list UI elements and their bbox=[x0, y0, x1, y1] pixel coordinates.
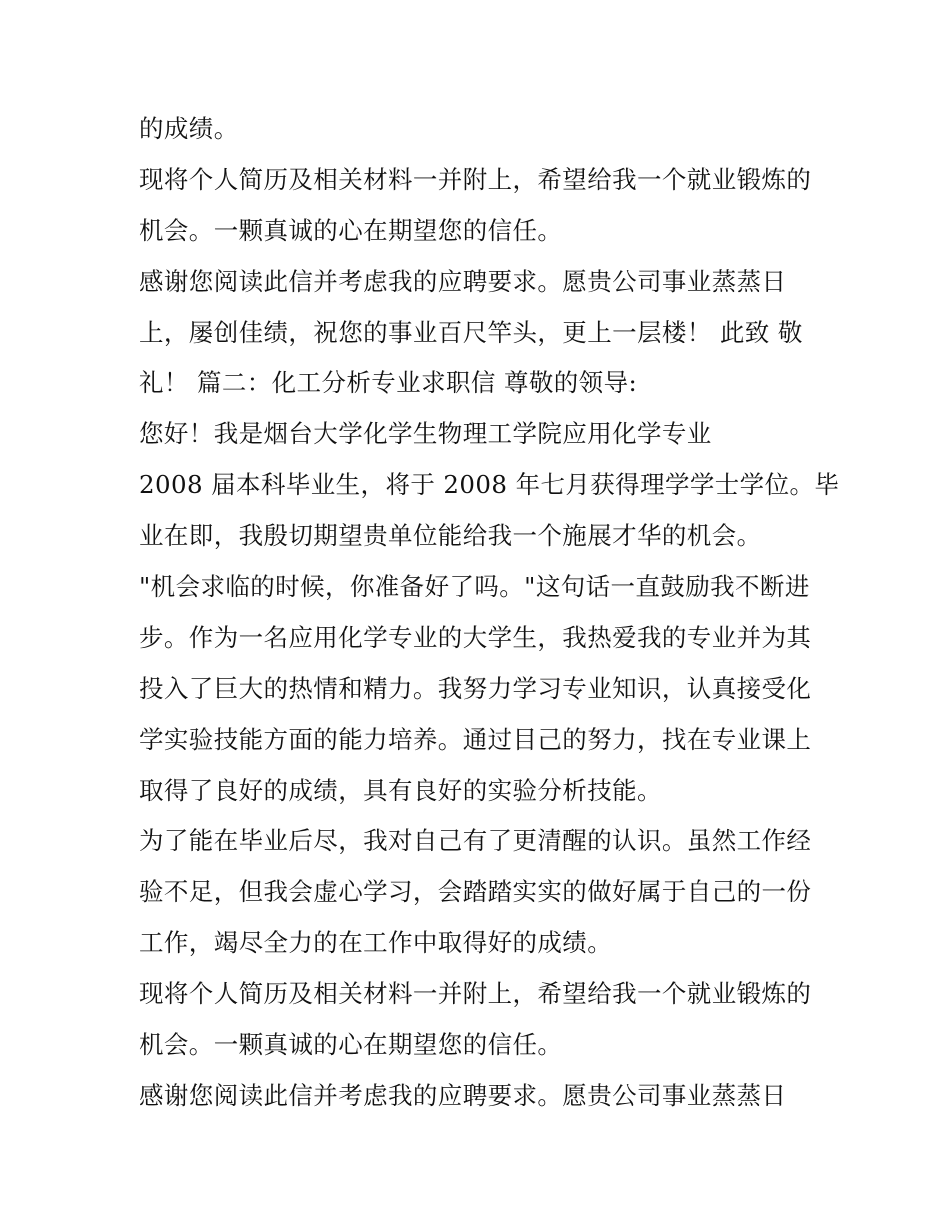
text-line: 机会。一颗真诚的心在期望您的信任。 bbox=[139, 1030, 563, 1060]
text-line: 业在即，我殷切期望贵单位能给我一个施展才华的机会。 bbox=[139, 521, 762, 551]
text-line: 机会。一颗真诚的心在期望您的信任。 bbox=[139, 215, 563, 245]
text-line: 现将个人简历及相关材料一并附上，希望给我一个就业锻炼的 bbox=[139, 979, 812, 1009]
text-line: 上，屡创佳绩，祝您的事业百尺竿头，更上一层楼！ 此致 敬 bbox=[139, 317, 803, 347]
text-line: 学实验技能方面的能力培养。通过目己的努力，找在专业课上 bbox=[139, 724, 812, 754]
text-line: 2008 届本科毕业生，将于 2008 年七月获得理学学士学位。毕 bbox=[139, 470, 840, 500]
text-line: 步。作为一名应用化学专业的大学生，我热爱我的专业并为其 bbox=[139, 622, 812, 652]
text-line: "机会求临的时候，你准备好了吗。"这句话一直鼓励我不断进 bbox=[139, 572, 810, 602]
text-line: 取得了良好的成绩，具有良好的实验分析技能。 bbox=[139, 775, 662, 805]
text-line: 为了能在毕业后尽，我对自己有了更清醒的认识。虽然工作经 bbox=[139, 826, 812, 856]
text-line: 感谢您阅读此信并考虑我的应聘要求。愿贵公司事业蒸蒸日 bbox=[139, 266, 787, 296]
text-line: 的成绩。 bbox=[139, 114, 239, 143]
text-line: 投入了巨大的热情和精力。我努力学习专业知识，认真接受化 bbox=[139, 673, 812, 703]
text-line: 验不足，但我会虚心学习，会踏踏实实的做好属于自己的一份 bbox=[139, 877, 812, 907]
text-line: 工作，竭尽全力的在工作中取得好的成绩。 bbox=[139, 928, 613, 958]
body-text bbox=[139, 108, 840, 1126]
text-line: 感谢您阅读此信并考虑我的应聘要求。愿贵公司事业蒸蒸日 bbox=[139, 1080, 787, 1110]
text-line: 礼！ 篇二：化工分析专业求职信 尊敬的领导: bbox=[139, 368, 638, 398]
text-line: 您好！我是烟台大学化学生物理工学院应用化学专业 bbox=[139, 419, 712, 449]
text-line: 现将个人简历及相关材料一并附上，希望给我一个就业锻炼的 bbox=[139, 164, 812, 194]
